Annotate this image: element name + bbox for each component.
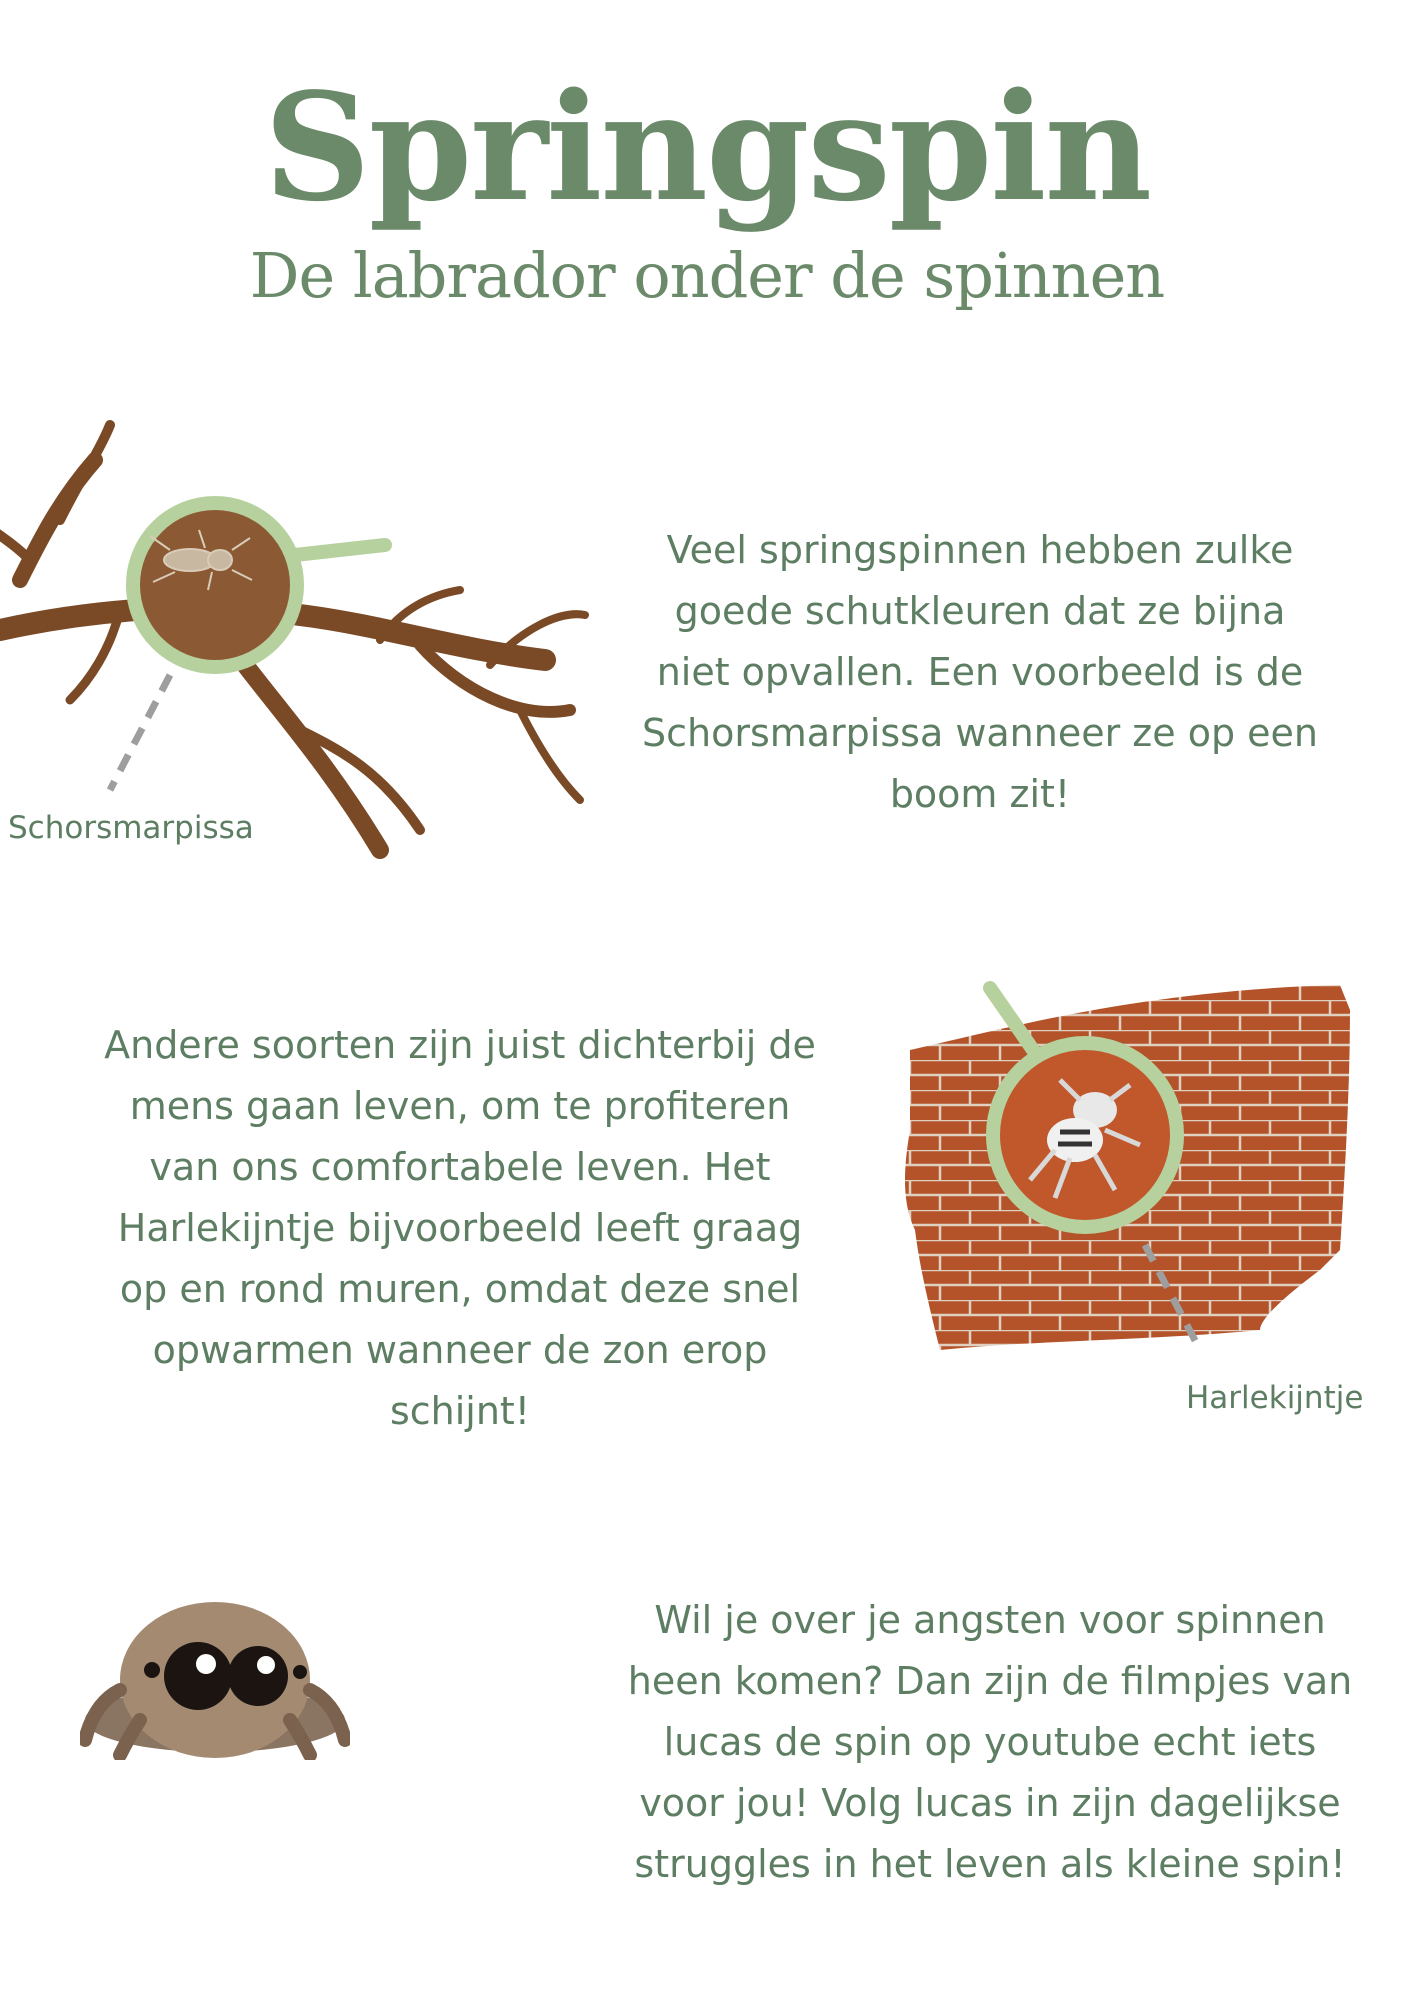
brick-wall-spider-icon <box>880 970 1400 1390</box>
caption-schorsmarpissa: Schorsmarpissa <box>8 810 254 846</box>
page-title: Springspin <box>263 60 1151 234</box>
cartoon-spider-icon <box>80 1570 350 1760</box>
paragraph-lucas: Wil je over je angsten voor spinnen heen komen? Dan zijn de filmpjes van lucas de spin op youtube echt iets voor jou! Volg lucas in zijn dagelijkse struggles in het leven als kleine spin! <box>627 1598 1353 1886</box>
paragraph-camouflage: Veel springspinnen hebben zulke goede schutkleuren dat ze bijna niet opvallen. Een voorbeeld is de Schorsmarpissa wanneer ze op een boom zit! <box>641 528 1319 816</box>
caption-harlekijntje: Harlekijntje <box>1186 1380 1364 1416</box>
paragraph-urban-spiders: Andere soorten zijn juist dichterbij de mens gaan leven, om te profiteren van ons comfortabele leven. Het Harlekijntje bijvoorbeeld leeft graag op en rond muren, omdat deze snel opwarmen wanneer de zon erop schijnt! <box>104 1023 816 1433</box>
page-subtitle: De labrador onder de spinnen <box>249 239 1165 312</box>
branch-spider-icon <box>0 410 600 870</box>
